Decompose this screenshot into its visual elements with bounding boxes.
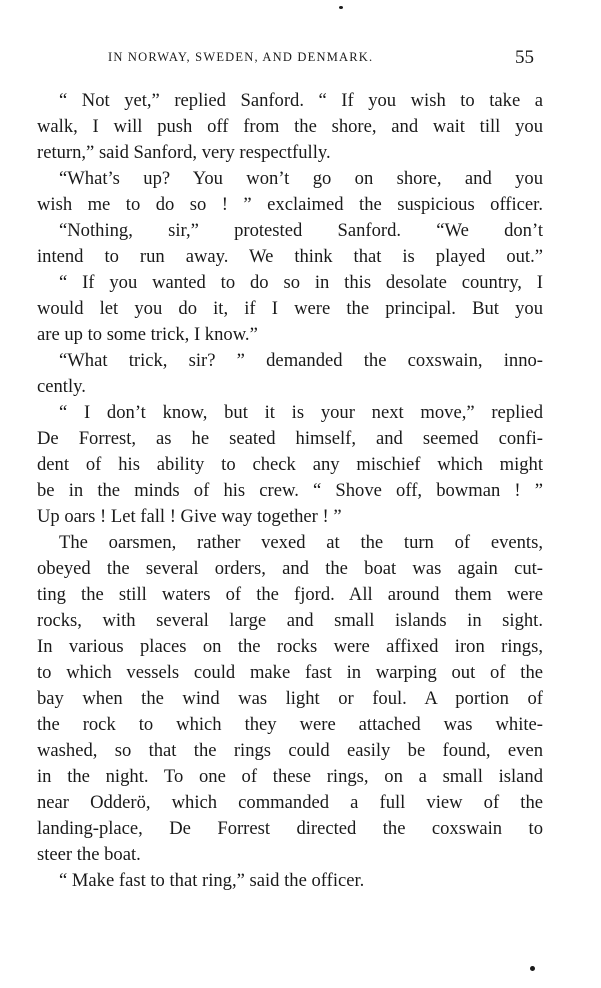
text-line: are up to some trick, I know.” [37, 324, 258, 345]
text-line: landing-place, De Forrest directed the coxswain to [37, 818, 543, 839]
text-line: “Nothing, sir,” protested Sanford. “We don’t [59, 220, 543, 241]
text-line: “ If you wanted to do so in this desolate country, I [59, 272, 543, 293]
text-line: wish me to do so ! ” exclaimed the suspicious officer. [37, 194, 543, 215]
text-line: The oarsmen, rather vexed at the turn of events, [59, 532, 543, 553]
ink-speck [339, 6, 343, 9]
text-line: ting the still waters of the fjord. All around them were [37, 584, 543, 605]
text-line: In various places on the rocks were affixed iron rings, [37, 636, 543, 657]
text-line: intend to run away. We think that is played out.” [37, 246, 543, 267]
text-line: “ Make fast to that ring,” said the officer. [59, 870, 365, 891]
text-line: rocks, with several large and small islands in sight. [37, 610, 543, 631]
text-line: walk, I will push off from the shore, and wait till you [37, 116, 543, 137]
text-line: “ I don’t know, but it is your next move,” replied [59, 402, 543, 423]
text-line: “ Not yet,” replied Sanford. “ If you wish to take a [59, 90, 543, 111]
text-line: washed, so that the rings could easily be found, even [37, 740, 543, 761]
running-head: IN NORWAY, SWEDEN, AND DENMARK. [108, 50, 374, 64]
text-line: “What’s up? You won’t go on shore, and you [59, 168, 543, 189]
text-line: bay when the wind was light or foul. A portion of [37, 688, 543, 709]
text-line: the rock to which they were attached was white- [37, 714, 543, 735]
text-line: near Odderö, which commanded a full view of the [37, 792, 543, 813]
text-line: steer the boat. [37, 844, 141, 865]
text-line: return,” said Sanford, very respectfully. [37, 142, 331, 163]
text-line: dent of his ability to check any mischief which might [37, 454, 543, 475]
text-line: Up oars ! Let fall ! Give way together ! ” [37, 506, 342, 527]
text-line: obeyed the several orders, and the boat was again cut- [37, 558, 543, 579]
text-line: “What trick, sir? ” demanded the coxswain, inno- [59, 350, 543, 371]
text-line: be in the minds of his crew. “ Shove off, bowman ! ” [37, 480, 543, 501]
text-line: cently. [37, 376, 86, 397]
ink-speck [530, 966, 535, 971]
text-line: De Forrest, as he seated himself, and seemed confi- [37, 428, 543, 449]
text-line: would let you do it, if I were the principal. But you [37, 298, 543, 319]
text-line: in the night. To one of these rings, on a small island [37, 766, 543, 787]
text-line: to which vessels could make fast in warping out of the [37, 662, 543, 683]
page-number: 55 [515, 47, 534, 68]
